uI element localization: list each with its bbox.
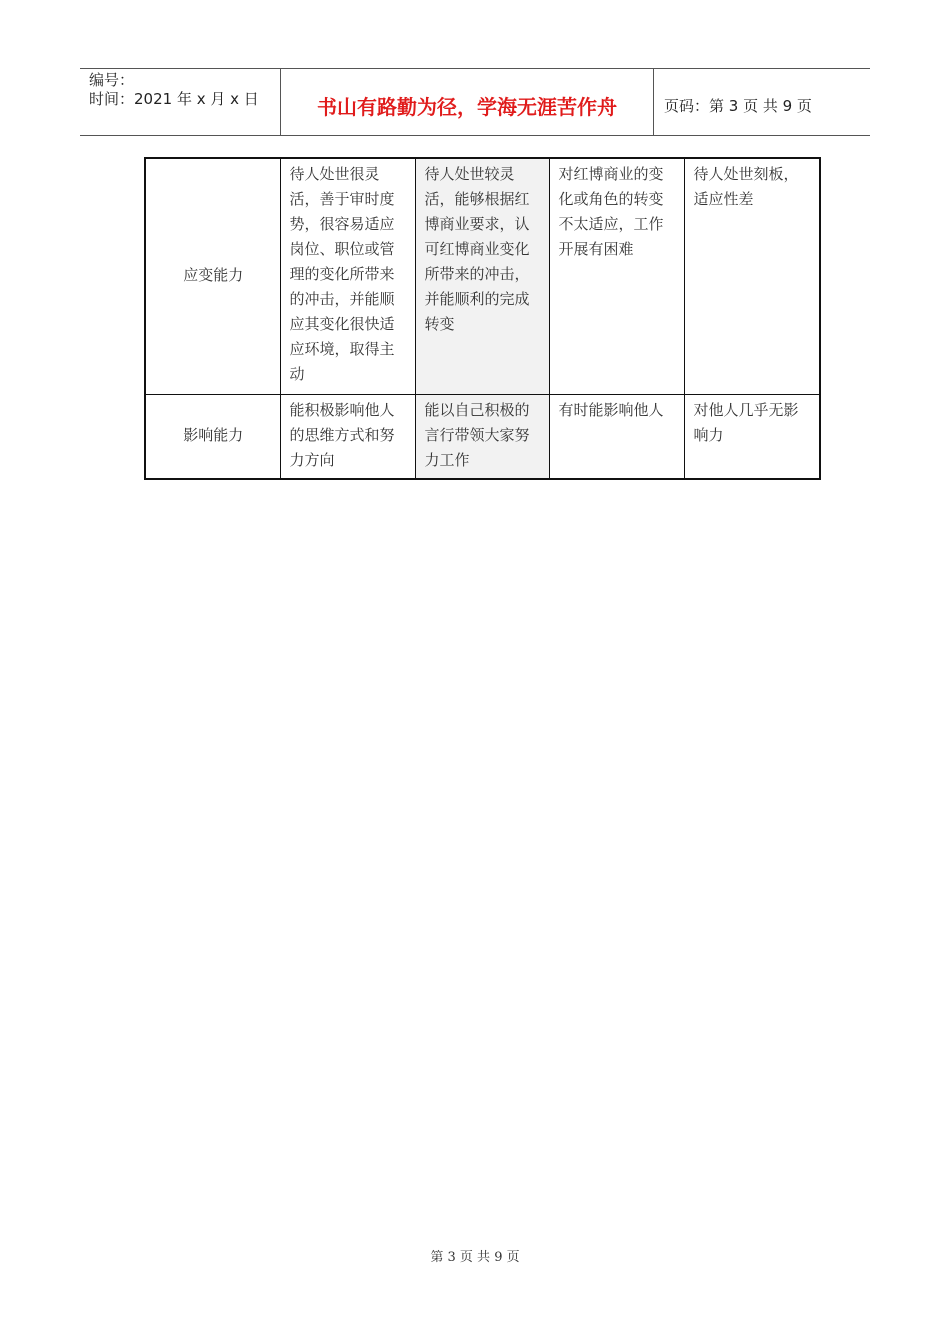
document-time-label: 时间：2021 年 x 月 x 日: [89, 90, 259, 108]
table-cell: 对红博商业的变化或角色的转变不太适应，工作开展有困难: [549, 158, 684, 394]
table-cell: 待人处世刻板，适应性差: [684, 158, 820, 394]
table-cell: 能以自己积极的言行带领大家努力工作: [415, 394, 549, 479]
document-header: [80, 68, 870, 136]
header-motto: 书山有路勤为径，学海无涯苦作舟: [281, 69, 654, 135]
table-cell: 能积极影响他人的思维方式和努力方向: [280, 394, 415, 479]
document-number-label: 编号：: [89, 71, 135, 89]
table-row: [145, 394, 820, 479]
page-footer: 第 3 页 共 9 页: [430, 1250, 520, 1265]
row-label-adaptability: 应变能力: [145, 158, 280, 394]
table-cell: 待人处世很灵活，善于审时度势，很容易适应岗位、职位或管理的变化所带来的冲击，并能顺应其变化很快适应环境，取得主动: [280, 158, 415, 394]
table-cell: 待人处世较灵活，能够根据红博商业要求，认可红博商业变化所带来的冲击，并能顺利的完成转变: [415, 158, 549, 394]
table-cell: 对他人几乎无影响力: [684, 394, 820, 479]
competency-table: [144, 157, 821, 480]
table-cell: 有时能影响他人: [549, 394, 684, 479]
table-row: [145, 158, 820, 394]
header-page-info: 页码：第 3 页 共 9 页: [664, 96, 812, 115]
header-meta: [80, 69, 281, 135]
row-label-influence: 影响能力: [145, 394, 280, 479]
